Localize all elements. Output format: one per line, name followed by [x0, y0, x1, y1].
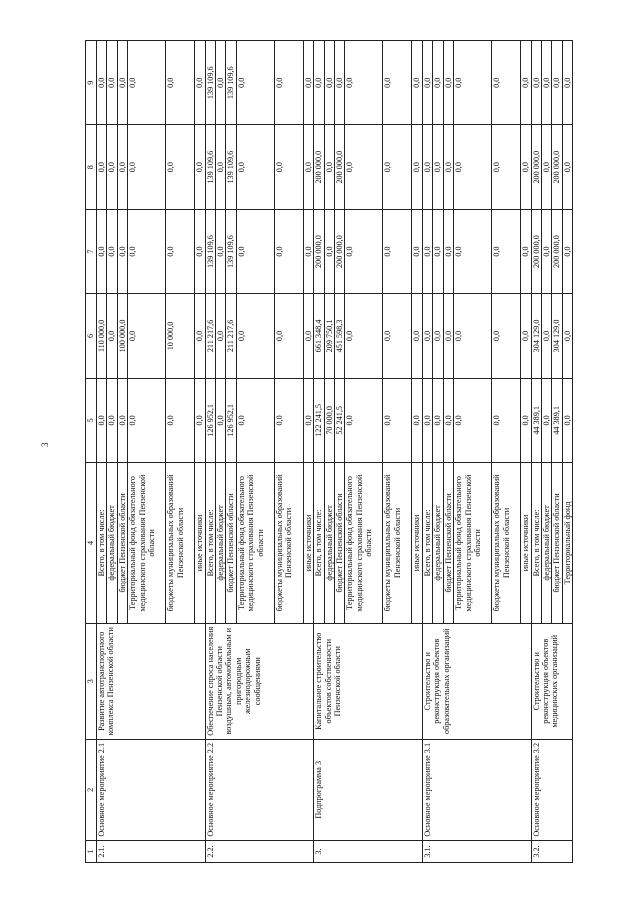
value-cell: 0,0 — [383, 41, 412, 125]
value-cell: 0,0 — [216, 125, 226, 209]
table-body — [97, 41, 573, 863]
value-cell: 0,0 — [443, 378, 453, 462]
value-cell: 0,0 — [274, 41, 303, 125]
value-cell: 139 109,6 — [205, 209, 215, 293]
row-name-cell: Строительство и реконструкция объектов медицинских организаций — [531, 623, 573, 739]
row-name-cell: Капитальное строительство объектов собственности Пензенской области — [314, 623, 423, 739]
value-cell: 0,0 — [492, 294, 521, 378]
funding-source-cell: бюджеты муниципальных образований Пензенской области — [166, 463, 195, 624]
value-cell: 0,0 — [236, 41, 274, 125]
value-cell: 0,0 — [422, 41, 432, 125]
value-cell: 0,0 — [454, 294, 492, 378]
funding-source-cell: Всего, в том числе: — [314, 463, 324, 624]
value-cell: 0,0 — [236, 378, 274, 462]
row-name-cell: Строительство и реконструкция объектов образовательных организаций — [422, 623, 531, 739]
value-cell: 0,0 — [128, 209, 166, 293]
value-cell: 0,0 — [454, 378, 492, 462]
funding-source-cell: федеральный бюджет — [433, 463, 443, 624]
header-cell: 9 — [86, 41, 97, 125]
funding-source-cell: федеральный бюджет — [216, 463, 226, 624]
value-cell: 44 389,1 — [552, 378, 562, 462]
value-cell: 126 952,1 — [226, 378, 236, 462]
value-cell: 0,0 — [166, 209, 195, 293]
value-cell: 0,0 — [454, 41, 492, 125]
value-cell: 0,0 — [433, 209, 443, 293]
value-cell: 0,0 — [433, 378, 443, 462]
row-type-cell: Основное мероприятие 3.1 — [422, 739, 531, 840]
value-cell: 0,0 — [216, 378, 226, 462]
value-cell: 211 217,6 — [205, 294, 215, 378]
value-cell: 0,0 — [541, 41, 551, 125]
value-cell: 200 000,0 — [314, 209, 324, 293]
value-cell: 0,0 — [383, 125, 412, 209]
value-cell: 0,0 — [236, 209, 274, 293]
value-cell: 0,0 — [166, 125, 195, 209]
value-cell: 0,0 — [433, 294, 443, 378]
value-cell: 0,0 — [422, 378, 432, 462]
value-cell: 139 109,6 — [205, 125, 215, 209]
value-cell: 0,0 — [412, 209, 422, 293]
value-cell: 0,0 — [128, 41, 166, 125]
value-cell: 0,0 — [195, 125, 205, 209]
value-cell: 200 000,0 — [314, 125, 324, 209]
value-cell: 0,0 — [117, 378, 127, 462]
value-cell: 0,0 — [521, 294, 531, 378]
value-cell: 0,0 — [541, 125, 551, 209]
value-cell: 0,0 — [303, 125, 313, 209]
value-cell: 0,0 — [562, 378, 572, 462]
value-cell: 0,0 — [443, 209, 453, 293]
value-cell: 0,0 — [443, 125, 453, 209]
funding-source-cell: бюджет Пензенской области — [552, 463, 562, 624]
value-cell: 0,0 — [324, 125, 334, 209]
funding-source-cell: Всего, в том числе: — [205, 463, 215, 624]
value-cell: 122 241,5 — [314, 378, 324, 462]
header-cell: 6 — [86, 294, 97, 378]
value-cell: 0,0 — [216, 209, 226, 293]
funding-source-cell: федеральный бюджет — [324, 463, 334, 624]
header-cell: 2 — [86, 739, 97, 840]
value-cell: 661 348,4 — [314, 294, 324, 378]
value-cell: 0,0 — [324, 41, 334, 125]
value-cell: 0,0 — [552, 41, 562, 125]
value-cell: 139 109,6 — [226, 41, 236, 125]
value-cell: 0,0 — [412, 125, 422, 209]
value-cell: 0,0 — [521, 378, 531, 462]
value-cell: 0,0 — [412, 294, 422, 378]
value-cell: 0,0 — [335, 41, 345, 125]
value-cell: 10 000,0 — [166, 294, 195, 378]
value-cell: 0,0 — [422, 125, 432, 209]
value-cell: 209 750,1 — [324, 294, 334, 378]
funding-source-cell: Территориальный фонд обязательного медицинского страхования Пензенской области — [128, 463, 166, 624]
value-cell: 0,0 — [166, 378, 195, 462]
value-cell: 0,0 — [454, 209, 492, 293]
value-cell: 0,0 — [274, 378, 303, 462]
header-cell: 1 — [86, 840, 97, 862]
header-cell: 3 — [86, 623, 97, 739]
value-cell: 0,0 — [324, 209, 334, 293]
value-cell: 0,0 — [541, 378, 551, 462]
value-cell: 0,0 — [521, 41, 531, 125]
value-cell: 0,0 — [492, 41, 521, 125]
value-cell: 451 598,3 — [335, 294, 345, 378]
funding-source-cell: Всего, в том числе: — [97, 463, 107, 624]
value-cell: 0,0 — [521, 125, 531, 209]
funding-source-cell: Всего, в том числе: — [422, 463, 432, 624]
funding-source-cell: иные источники — [521, 463, 531, 624]
value-cell: 0,0 — [345, 294, 383, 378]
value-cell: 200 000,0 — [531, 209, 541, 293]
value-cell: 0,0 — [345, 41, 383, 125]
value-cell: 0,0 — [274, 125, 303, 209]
value-cell: 0,0 — [216, 294, 226, 378]
row-name-cell: Развитие автотранспортного комплекса Пензенской области — [97, 623, 206, 739]
value-cell: 0,0 — [107, 209, 117, 293]
funding-source-cell: Территориальный фонд обязательного медицинского страхования Пензенской области — [236, 463, 274, 624]
value-cell: 0,0 — [314, 41, 324, 125]
funding-source-cell: бюджеты муниципальных образований Пензенской области — [492, 463, 521, 624]
value-cell: 0,0 — [166, 41, 195, 125]
value-cell: 0,0 — [195, 41, 205, 125]
header-cell: 8 — [86, 125, 97, 209]
value-cell: 0,0 — [303, 294, 313, 378]
value-cell: 0,0 — [383, 209, 412, 293]
value-cell: 0,0 — [383, 378, 412, 462]
value-cell: 0,0 — [492, 378, 521, 462]
value-cell: 211 217,6 — [226, 294, 236, 378]
value-cell: 0,0 — [195, 294, 205, 378]
value-cell: 0,0 — [541, 294, 551, 378]
row-number-cell: 2.1. — [97, 840, 206, 862]
value-cell: 0,0 — [303, 378, 313, 462]
value-cell: 0,0 — [128, 294, 166, 378]
funding-source-cell: иные источники — [195, 463, 205, 624]
value-cell: 0,0 — [195, 378, 205, 462]
header-cell: 4 — [86, 463, 97, 624]
value-cell: 0,0 — [562, 125, 572, 209]
value-cell: 139 109,6 — [226, 209, 236, 293]
value-cell: 0,0 — [443, 294, 453, 378]
value-cell: 0,0 — [274, 209, 303, 293]
value-cell: 0,0 — [128, 125, 166, 209]
page-number: 3 — [40, 442, 50, 447]
value-cell: 0,0 — [117, 209, 127, 293]
row-number-cell: 2.2. — [205, 840, 314, 862]
budget-table — [85, 40, 573, 863]
value-cell: 304 129,0 — [552, 294, 562, 378]
row-type-cell: Основное мероприятие 2.2 — [205, 739, 314, 840]
value-cell: 0,0 — [433, 125, 443, 209]
value-cell: 126 952,1 — [205, 378, 215, 462]
row-name-cell: Обеспечение спроса населения Пензенской области воздушным, автомобильным и пригородным железнодорожным сообщениями — [205, 623, 314, 739]
value-cell: 0,0 — [216, 41, 226, 125]
value-cell: 0,0 — [97, 378, 107, 462]
row-type-cell: Основное мероприятие 3.2 — [531, 739, 573, 840]
value-cell: 0,0 — [303, 209, 313, 293]
value-cell: 0,0 — [541, 209, 551, 293]
value-cell: 0,0 — [107, 41, 117, 125]
funding-source-cell: бюджет Пензенской области — [226, 463, 236, 624]
value-cell: 0,0 — [492, 209, 521, 293]
table-row — [97, 41, 107, 863]
value-cell: 200 000,0 — [552, 125, 562, 209]
value-cell: 0,0 — [195, 209, 205, 293]
value-cell: 0,0 — [236, 125, 274, 209]
value-cell: 200 000,0 — [552, 209, 562, 293]
value-cell: 0,0 — [345, 209, 383, 293]
value-cell: 100 000,0 — [117, 294, 127, 378]
value-cell: 0,0 — [562, 41, 572, 125]
value-cell: 0,0 — [117, 41, 127, 125]
row-type-cell: Основное мероприятие 2.1 — [97, 739, 206, 840]
value-cell: 0,0 — [107, 294, 117, 378]
funding-source-cell: Территориальный фонд обязательного медицинского страхования Пензенской области — [454, 463, 492, 624]
value-cell: 52 241,5 — [335, 378, 345, 462]
value-cell: 110 000,0 — [97, 294, 107, 378]
table-row — [531, 41, 541, 863]
funding-source-cell: иные источники — [303, 463, 313, 624]
value-cell: 139 109,6 — [226, 125, 236, 209]
table-row — [422, 41, 432, 863]
funding-source-cell: Территориальный фонд — [562, 463, 572, 624]
value-cell: 304 129,0 — [531, 294, 541, 378]
value-cell: 0,0 — [107, 378, 117, 462]
value-cell: 0,0 — [97, 125, 107, 209]
header-row — [86, 41, 97, 863]
value-cell: 0,0 — [274, 294, 303, 378]
value-cell: 0,0 — [345, 378, 383, 462]
header-cell: 5 — [86, 378, 97, 462]
value-cell: 44 389,1 — [531, 378, 541, 462]
value-cell: 0,0 — [107, 125, 117, 209]
funding-source-cell: иные источники — [412, 463, 422, 624]
value-cell: 0,0 — [345, 125, 383, 209]
funding-source-cell: бюджет Пензенской области — [335, 463, 345, 624]
budget-table-sheet — [85, 40, 610, 863]
value-cell: 0,0 — [128, 378, 166, 462]
funding-source-cell: бюджеты муниципальных образований Пензенской области — [383, 463, 412, 624]
value-cell: 70 000,0 — [324, 378, 334, 462]
value-cell: 0,0 — [492, 125, 521, 209]
value-cell: 0,0 — [454, 125, 492, 209]
funding-source-cell: Территориальный фонд обязательного медицинского страхования Пензенской области — [345, 463, 383, 624]
value-cell: 200 000,0 — [531, 125, 541, 209]
value-cell: 200 000,0 — [335, 125, 345, 209]
row-number-cell: 3.2. — [531, 840, 573, 862]
header-cell: 7 — [86, 209, 97, 293]
value-cell: 0,0 — [236, 294, 274, 378]
value-cell: 0,0 — [433, 41, 443, 125]
row-number-cell: 3. — [314, 840, 423, 862]
funding-source-cell: федеральный бюджет — [541, 463, 551, 624]
value-cell: 0,0 — [97, 41, 107, 125]
value-cell: 0,0 — [521, 209, 531, 293]
value-cell: 0,0 — [303, 41, 313, 125]
row-type-cell: Подпрограмма 3 — [314, 739, 423, 840]
funding-source-cell: бюджет Пензенской области — [117, 463, 127, 624]
table-row — [205, 41, 215, 863]
funding-source-cell: бюджет Пензенской области — [443, 463, 453, 624]
value-cell: 0,0 — [97, 209, 107, 293]
funding-source-cell: бюджеты муниципальных образований Пензенской области — [274, 463, 303, 624]
value-cell: 0,0 — [562, 209, 572, 293]
value-cell: 0,0 — [562, 294, 572, 378]
value-cell: 0,0 — [531, 41, 541, 125]
funding-source-cell: Всего, в том числе: — [531, 463, 541, 624]
value-cell: 200 000,0 — [335, 209, 345, 293]
value-cell: 0,0 — [422, 209, 432, 293]
value-cell: 0,0 — [412, 378, 422, 462]
value-cell: 0,0 — [412, 41, 422, 125]
value-cell: 139 109,6 — [205, 41, 215, 125]
value-cell: 0,0 — [383, 294, 412, 378]
table-row — [314, 41, 324, 863]
value-cell: 0,0 — [422, 294, 432, 378]
funding-source-cell: федеральный бюджет — [107, 463, 117, 624]
value-cell: 0,0 — [443, 41, 453, 125]
value-cell: 0,0 — [117, 125, 127, 209]
row-number-cell: 3.1. — [422, 840, 531, 862]
